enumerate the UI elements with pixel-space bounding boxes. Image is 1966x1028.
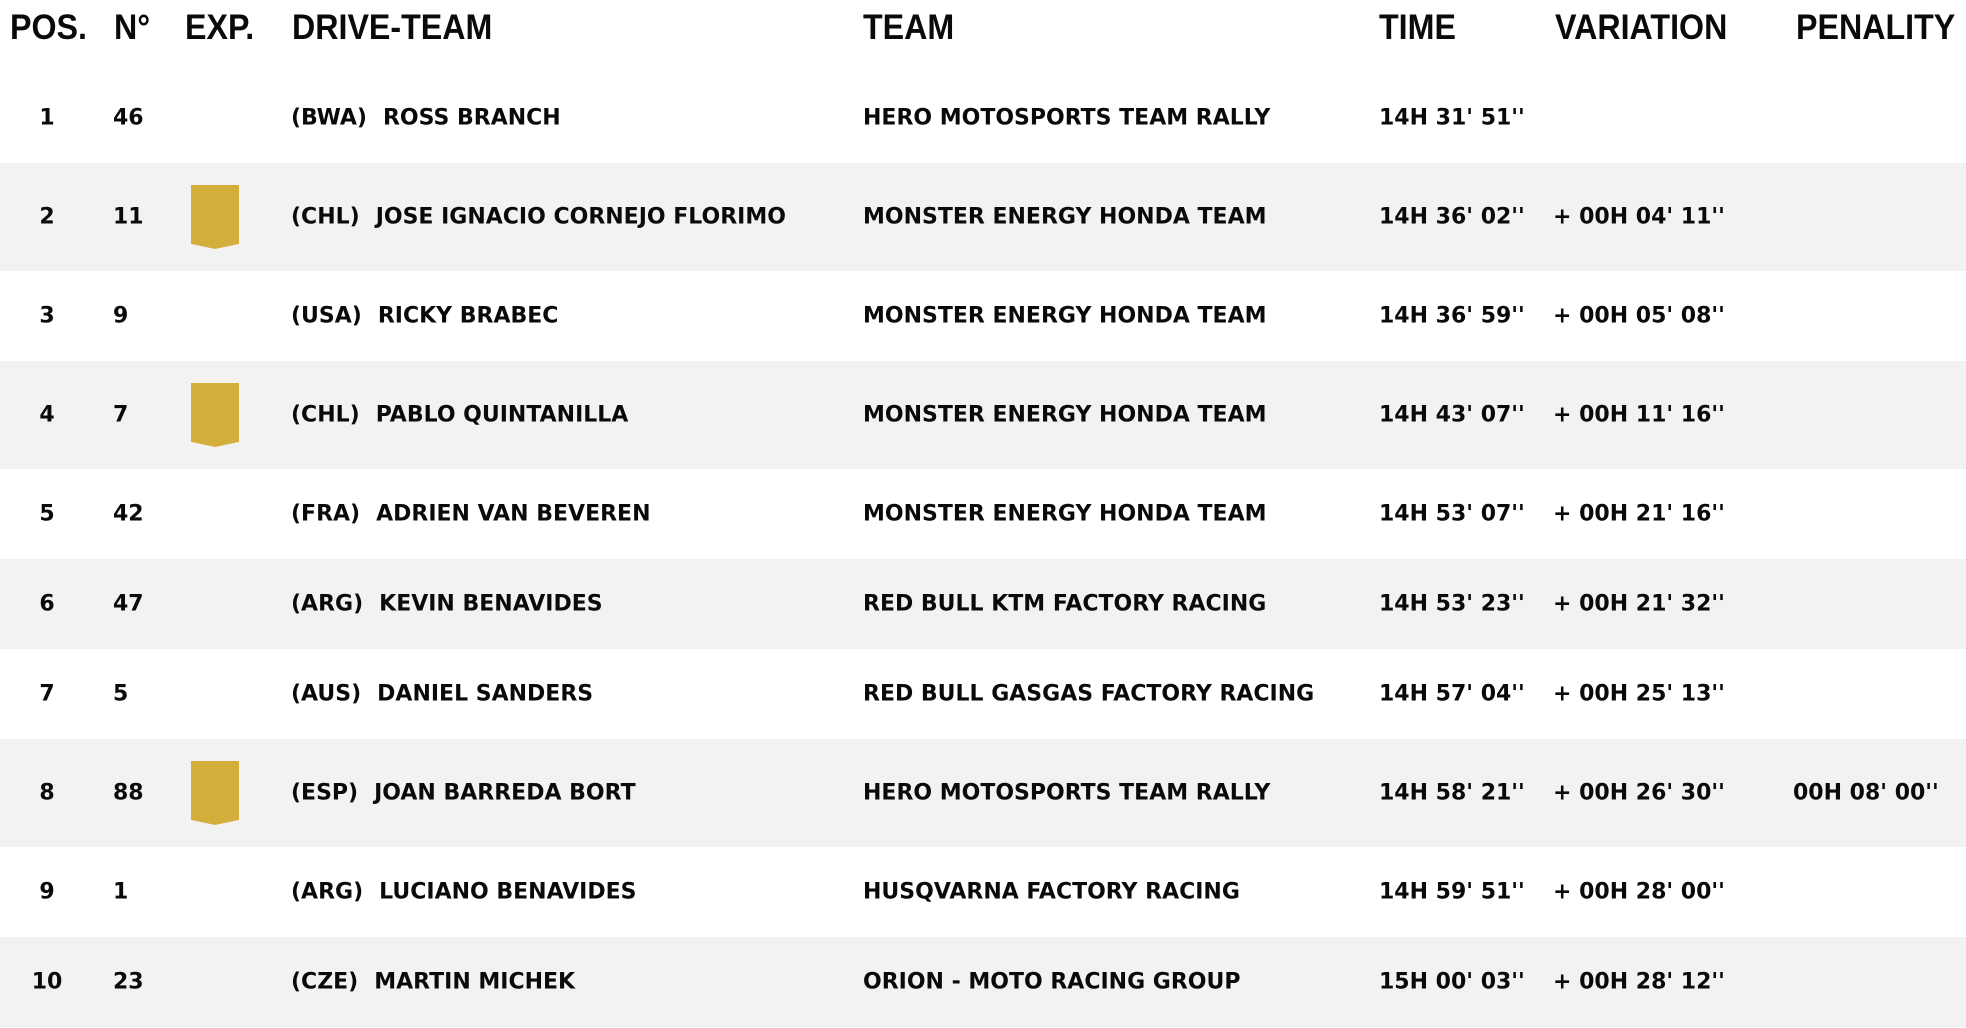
experience-badge-icon xyxy=(191,761,239,825)
bike-number: 46 xyxy=(113,105,144,130)
position: 6 xyxy=(39,591,55,617)
position: 4 xyxy=(39,402,55,428)
bike-number: 1 xyxy=(113,879,129,905)
header-exp[interactable]: EXP. xyxy=(185,8,255,47)
experience-badge-icon xyxy=(191,383,239,447)
team-name[interactable]: RED BULL GASGAS FACTORY RACING xyxy=(863,681,1315,707)
team-name[interactable]: MONSTER ENERGY HONDA TEAM xyxy=(863,303,1267,329)
bike-number: 5 xyxy=(113,681,129,707)
position: 8 xyxy=(39,780,55,806)
time: 14H 57' 04'' xyxy=(1379,681,1525,707)
experience-badge-icon xyxy=(191,185,239,249)
position: 10 xyxy=(31,969,63,995)
position: 2 xyxy=(39,204,55,230)
country-code: (ARG) xyxy=(291,879,364,905)
position: 5 xyxy=(39,501,55,527)
team-name[interactable]: HUSQVARNA FACTORY RACING xyxy=(863,879,1240,905)
time: 14H 31' 51'' xyxy=(1379,105,1525,130)
penalty: 00H 08' 00'' xyxy=(1793,780,1939,806)
time: 14H 53' 23'' xyxy=(1379,591,1525,617)
country-code: (AUS) xyxy=(291,681,362,707)
driver-name: JOSE IGNACIO CORNEJO FLORIMO xyxy=(375,204,786,230)
country-code: (CHL) xyxy=(291,402,360,428)
variation: + 00H 04' 11'' xyxy=(1553,204,1725,230)
driver-name: LUCIANO BENAVIDES xyxy=(379,879,637,905)
variation: + 00H 11' 16'' xyxy=(1553,402,1725,428)
driver-cell[interactable] xyxy=(291,304,558,329)
driver-cell[interactable] xyxy=(291,403,628,428)
variation: + 00H 21' 32'' xyxy=(1553,591,1725,617)
header-penalty[interactable]: PENALITY xyxy=(1796,8,1956,47)
time: 14H 58' 21'' xyxy=(1379,780,1525,806)
variation: + 00H 28' 00'' xyxy=(1553,879,1725,905)
time: 14H 36' 59'' xyxy=(1379,303,1525,329)
table-row[interactable] xyxy=(0,847,1966,937)
team-name[interactable]: MONSTER ENERGY HONDA TEAM xyxy=(863,501,1267,527)
driver-name: ADRIEN VAN BEVEREN xyxy=(376,501,651,527)
driver-cell[interactable] xyxy=(291,502,651,527)
position: 7 xyxy=(39,681,55,707)
header-variation[interactable]: VARIATION xyxy=(1555,8,1728,47)
time: 14H 36' 02'' xyxy=(1379,204,1525,230)
country-code: (BWA) xyxy=(291,105,367,130)
driver-name: JOAN BARREDA BORT xyxy=(374,780,636,806)
bike-number: 47 xyxy=(113,591,144,617)
variation: + 00H 25' 13'' xyxy=(1553,681,1725,707)
time: 14H 59' 51'' xyxy=(1379,879,1525,905)
position: 3 xyxy=(39,303,55,329)
table-row[interactable] xyxy=(0,739,1966,847)
header-team[interactable]: TEAM xyxy=(863,8,955,47)
time: 14H 53' 07'' xyxy=(1379,501,1525,527)
driver-cell[interactable] xyxy=(291,970,575,995)
time: 15H 00' 03'' xyxy=(1379,969,1525,995)
driver-name: RICKY BRABEC xyxy=(377,303,559,329)
position: 9 xyxy=(39,879,55,905)
bike-number: 88 xyxy=(113,780,144,806)
table-row[interactable] xyxy=(0,937,1966,1027)
driver-name: PABLO QUINTANILLA xyxy=(375,402,629,428)
table-row[interactable] xyxy=(0,72,1966,163)
bike-number: 11 xyxy=(113,204,144,230)
driver-cell[interactable] xyxy=(291,205,786,230)
team-name[interactable]: HERO MOTOSPORTS TEAM RALLY xyxy=(863,780,1271,806)
bike-number: 9 xyxy=(113,303,129,329)
header-pos[interactable]: POS. xyxy=(10,8,87,47)
driver-cell[interactable] xyxy=(291,880,636,905)
driver-name: ROSS BRANCH xyxy=(382,105,561,130)
table-row[interactable] xyxy=(0,271,1966,361)
driver-name: KEVIN BENAVIDES xyxy=(379,591,603,617)
table-row[interactable] xyxy=(0,361,1966,469)
bike-number: 42 xyxy=(113,501,144,527)
country-code: (FRA) xyxy=(291,501,361,527)
variation: + 00H 28' 12'' xyxy=(1553,969,1725,995)
variation: + 00H 21' 16'' xyxy=(1553,501,1725,527)
country-code: (ARG) xyxy=(291,591,364,617)
header-number[interactable]: N° xyxy=(114,8,151,47)
header-drive-team[interactable]: DRIVE-TEAM xyxy=(292,8,493,47)
variation: + 00H 05' 08'' xyxy=(1553,303,1725,329)
country-code: (ESP) xyxy=(291,780,359,806)
driver-name: MARTIN MICHEK xyxy=(374,969,576,995)
team-name[interactable]: ORION - MOTO RACING GROUP xyxy=(863,969,1241,995)
table-row[interactable] xyxy=(0,163,1966,271)
driver-cell[interactable] xyxy=(291,105,561,130)
header-time[interactable]: TIME xyxy=(1379,8,1456,47)
table-row[interactable] xyxy=(0,649,1966,739)
table-row[interactable] xyxy=(0,559,1966,649)
bike-number: 23 xyxy=(113,969,144,995)
driver-cell[interactable] xyxy=(291,682,593,707)
position: 1 xyxy=(39,105,55,130)
table-row[interactable] xyxy=(0,469,1966,559)
table-header xyxy=(0,0,1966,72)
variation: + 00H 26' 30'' xyxy=(1553,780,1725,806)
driver-cell[interactable] xyxy=(291,781,636,806)
team-name[interactable]: MONSTER ENERGY HONDA TEAM xyxy=(863,204,1267,230)
bike-number: 7 xyxy=(113,402,129,428)
country-code: (CZE) xyxy=(291,969,359,995)
driver-name: DANIEL SANDERS xyxy=(377,681,594,707)
driver-cell[interactable] xyxy=(291,592,603,617)
time: 14H 43' 07'' xyxy=(1379,402,1525,428)
team-name[interactable]: RED BULL KTM FACTORY RACING xyxy=(863,591,1267,617)
country-code: (USA) xyxy=(291,303,362,329)
country-code: (CHL) xyxy=(291,204,360,230)
team-name[interactable]: MONSTER ENERGY HONDA TEAM xyxy=(863,402,1267,428)
team-name[interactable]: HERO MOTOSPORTS TEAM RALLY xyxy=(863,105,1271,130)
